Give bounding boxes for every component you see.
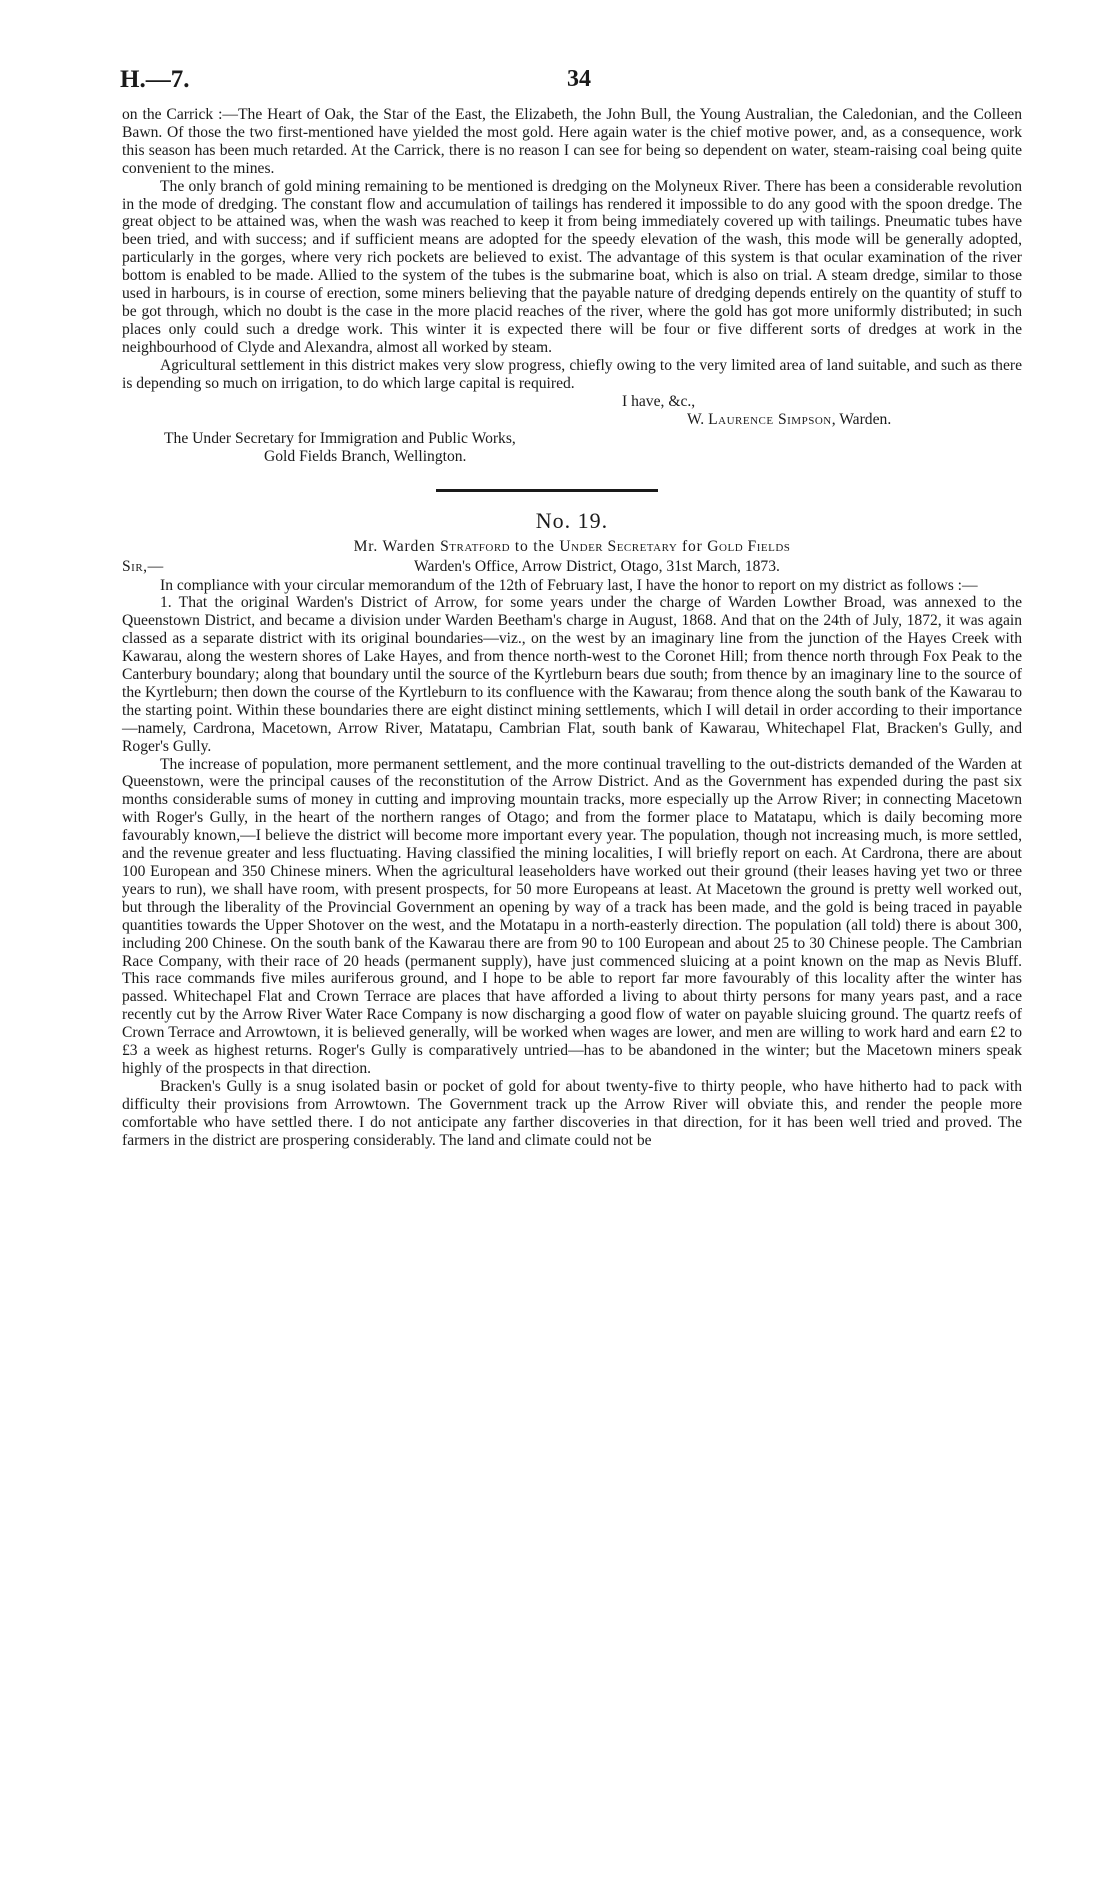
closing-line: I have, &c.,	[622, 392, 696, 410]
subtitle-from: Stratford	[440, 537, 511, 555]
document-number: No. 19.	[535, 507, 609, 533]
salutation: Sir,—	[122, 557, 164, 575]
document-page	[122, 66, 1022, 1150]
signoff-block	[122, 393, 1022, 467]
paragraph: Agricultural settlement in this district makes very slow progress, chiefly owing to the very limited area of land suitable, and such as there is depending so much on irrigation, to do which large capital is required.	[122, 356, 1022, 392]
document-code: H.—7.	[120, 66, 190, 93]
signer-name: Laurence Simpson	[708, 410, 832, 428]
salutation-dateline	[122, 558, 1022, 577]
subtitle-dept: Gold Fields	[707, 537, 791, 555]
subtitle-mid: to the	[514, 537, 555, 555]
section-arrow-district-report	[122, 577, 1022, 1150]
subtitle-pre: Mr. Warden	[353, 537, 436, 555]
document-subtitle	[122, 538, 1022, 558]
paragraph: In compliance with your circular memorandum of the 12th of February last, I have the honor to report on my district as follows :—	[160, 576, 978, 594]
subtitle-to: Under Secretary	[559, 537, 678, 555]
paragraph: The increase of population, more permanent settlement, and the more continual travelling to the out-districts demanded of the Warden at Queenstown, were the principal causes of the reconstitution of the Arrow District. And as the Government has expended during the past six months considerable sums of money in cutting and improving mountain tracks, more especially up the Arrow River; in connecting Macetown with Roger's Gully, in the heart of the northern ranges of Otago; and from the former place to Matatapu, which is daily becoming more favourably known,—I believe the district will become more important every year. The population, though not increasing much, is more settled, and the revenue greater and less fluctuating. Having classified the mining localities, I will briefly report on each. At Cardrona, there are about 100 European and 350 Chinese miners. When the agricultural leaseholders have worked out their ground (their leases having yet two or three years to run), we shall have room, with present prospects, for 50 more Europeans at least. At Macetown the ground is pretty well worked out, but through the liberality of the Provincial Government an opening by way of a track has been made, and the gold is being traced in payable quantities towards the Upper Shotover on the west, and the Motatapu in a north-easterly direction. The population (all told) there is about 300, including 200 Chinese. On the south bank of the Kawarau there are from 90 to 100 European and about 25 to 30 Chinese people. The Cambrian Race Company, with their race of 20 heads (permanent supply), have just commenced sluicing at a point known on the map as Nevis Bluff. This race commands five miles auriferous ground, and I hope to be able to report far more favourably of this locality after the winter has passed. Whitechapel Flat and Crown Terrace are places that have afforded a living to about thirty persons for many years past, and a race recently cut by the Arrow River Water Race Company is now discharging a good flow of water on payable sluicing ground. The quartz reefs of Crown Terrace and Arrowtown, it is believed generally, will be worked when wages are lower, and men are willing to work hard and earn £2 to £3 a week as highest returns. Roger's Gully is comparatively untried—has to be abandoned in the winter; but the Macetown miners speak highly of the prospects in that direction.	[122, 755, 1022, 1077]
section-carrick-report	[122, 106, 1022, 393]
address-line-2: Gold Fields Branch, Wellington.	[264, 447, 467, 465]
signature-line	[687, 411, 891, 430]
signer-initial: W.	[687, 410, 705, 428]
paragraph: Bracken's Gully is a snug isolated basin or pocket of gold for about twenty-five to thirty people, who have hitherto had to pack with difficulty their provisions from Arrowtown. The Government track up the Arrow River will obviate this, and render the people more comfortable who have settled there. I do not anticipate any farther discoveries in that direction, for it has been well tried and proved. The farmers in the district are prospering considerably. The land and climate could not be	[122, 1077, 1022, 1149]
paragraph: The only branch of gold mining remaining to be mentioned is dredging on the Molyneux River. There has been a considerable revolution in the mode of dredging. The constant flow and accumulation of tailings has rendered it impossible to do any good with the spoon dredge. The great object to be attained was, when the wash was reached to keep it from being immediately covered up with tailings. Pneumatic tubes have been tried, and with success; and if sufficient means are adopted for the speedy elevation of the wash, this mode will be generally adopted, particularly in the gorges, where very rich pockets are believed to exist. The advantage of this system is that ocular examination of the river bottom is enabled to be made. Allied to the system of the tubes is the submarine boat, which is also on trial. A steam dredge, similar to those used in harbours, is in course of erection, some miners believing that the payable nature of dredging depends entirely on the quantity of stuff to be got through, which no doubt is the case in the more placid reaches of the river, where the gold has got more uniformly distributed; in such places only could such a dredge work. This winter it is expected there will be four or five different sorts of dredges at work in the neighbourhood of Clyde and Alexandra, almost all worked by steam.	[122, 177, 1022, 356]
subtitle-for: for	[681, 537, 703, 555]
page-header	[122, 66, 1022, 106]
paragraph: on the Carrick :—The Heart of Oak, the Star of the East, the Elizabeth, the John Bull, the Young Australian, the Caledonian, and the Colleen Bawn. Of those the two first-mentioned have yielded the most gold. Here again water is the chief motive power, and, as a consequence, work this season has been much retarded. At the Carrick, there is no reason I can see for being so dependent on water, steam-raising coal being quite convenient to the mines.	[122, 106, 1022, 177]
section-divider	[436, 489, 658, 492]
paragraph: 1. That the original Warden's District of Arrow, for some years under the charge of Warden Lowther Broad, was annexed to the Queenstown District, and became a division under Warden Beetham's charge in August, 1868. And that on the 24th of July, 1872, it was again classed as a separate district with its original boundaries—viz., on the west by an imaginary line from the junction of the Hayes Creek with Kawarau, along the western shores of Lake Hayes, and from thence north-west to the Coronet Hill; from thence north through Fox Peak to the Canterbury boundary; along that boundary until the source of the Kyrtleburn bears due south; from thence by an imaginary line to the source of the Kyrtleburn; then down the course of the Kyrtleburn to its confluence with the Kawarau; from thence along the south bank of the Kawarau to the starting point. Within these boundaries there are eight distinct mining settlements, which I will detail in order according to their importance—namely, Cardrona, Macetown, Arrow River, Matatapu, Cambrian Flat, south bank of Kawarau, Whitechapel Flat, Bracken's Gully, and Roger's Gully.	[122, 594, 1022, 755]
address-line-1: The Under Secretary for Immigration and Public Works,	[164, 429, 516, 447]
signer-title: , Warden.	[831, 410, 892, 428]
page-number: 34	[567, 66, 591, 92]
office-dateline: Warden's Office, Arrow District, Otago, 31st March, 1873.	[414, 557, 780, 575]
